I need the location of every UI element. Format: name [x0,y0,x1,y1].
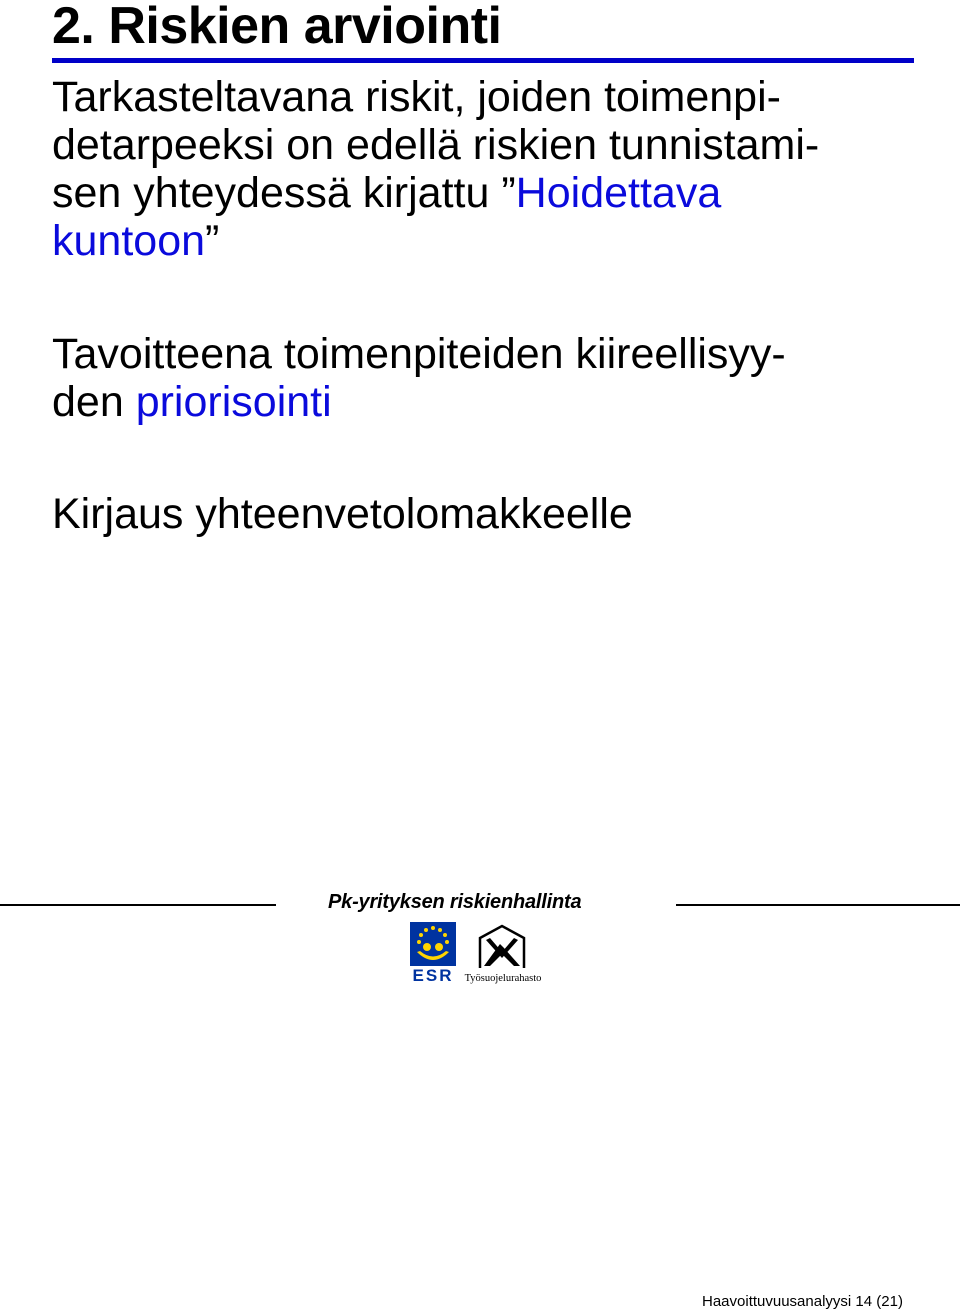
paragraph-line: detarpeeksi on edellä riskien tunnistami- [52,121,820,169]
highlight-text: Hoidettava [515,169,722,217]
paragraph-text: sen yhteydessä kirjattu ” [52,169,516,217]
paragraph-text: ” [205,217,220,265]
paragraph-text: den [52,378,136,426]
tsr-logo [462,922,544,984]
tsr-logo-text: Työsuojelurahasto [464,973,542,984]
highlight-text: kuntoon [52,217,206,265]
slide-title: 2. Riskien arviointi [52,0,502,55]
title-underline [52,58,914,63]
paragraph-line [52,169,819,217]
paragraph-goal [52,330,786,426]
footer-heading: Pk-yrityksen riskienhallinta [328,891,582,913]
footer-rule-right [676,904,960,906]
paragraph-recording [52,490,633,538]
paragraph-line: Tarkasteltavana riskit, joiden toimenpi- [52,73,781,121]
paragraph-line [52,217,819,265]
footer-rule-left [0,904,276,906]
paragraph-line: Tavoitteena toimenpiteiden kiireellisyy- [52,330,786,378]
esr-logo-text: ESR [412,966,454,984]
footer-document-name: Haavoittuvuusanalyysi [702,1293,852,1310]
page-footer [702,1293,903,1310]
esr-logo [410,922,456,984]
paragraph-line [52,378,786,426]
page-number: 14 (21) [855,1293,903,1310]
paragraph-line: Kirjaus yhteenvetolomakkeelle [52,490,633,538]
paragraph-risks [52,73,819,265]
highlight-text: priorisointi [135,378,332,426]
